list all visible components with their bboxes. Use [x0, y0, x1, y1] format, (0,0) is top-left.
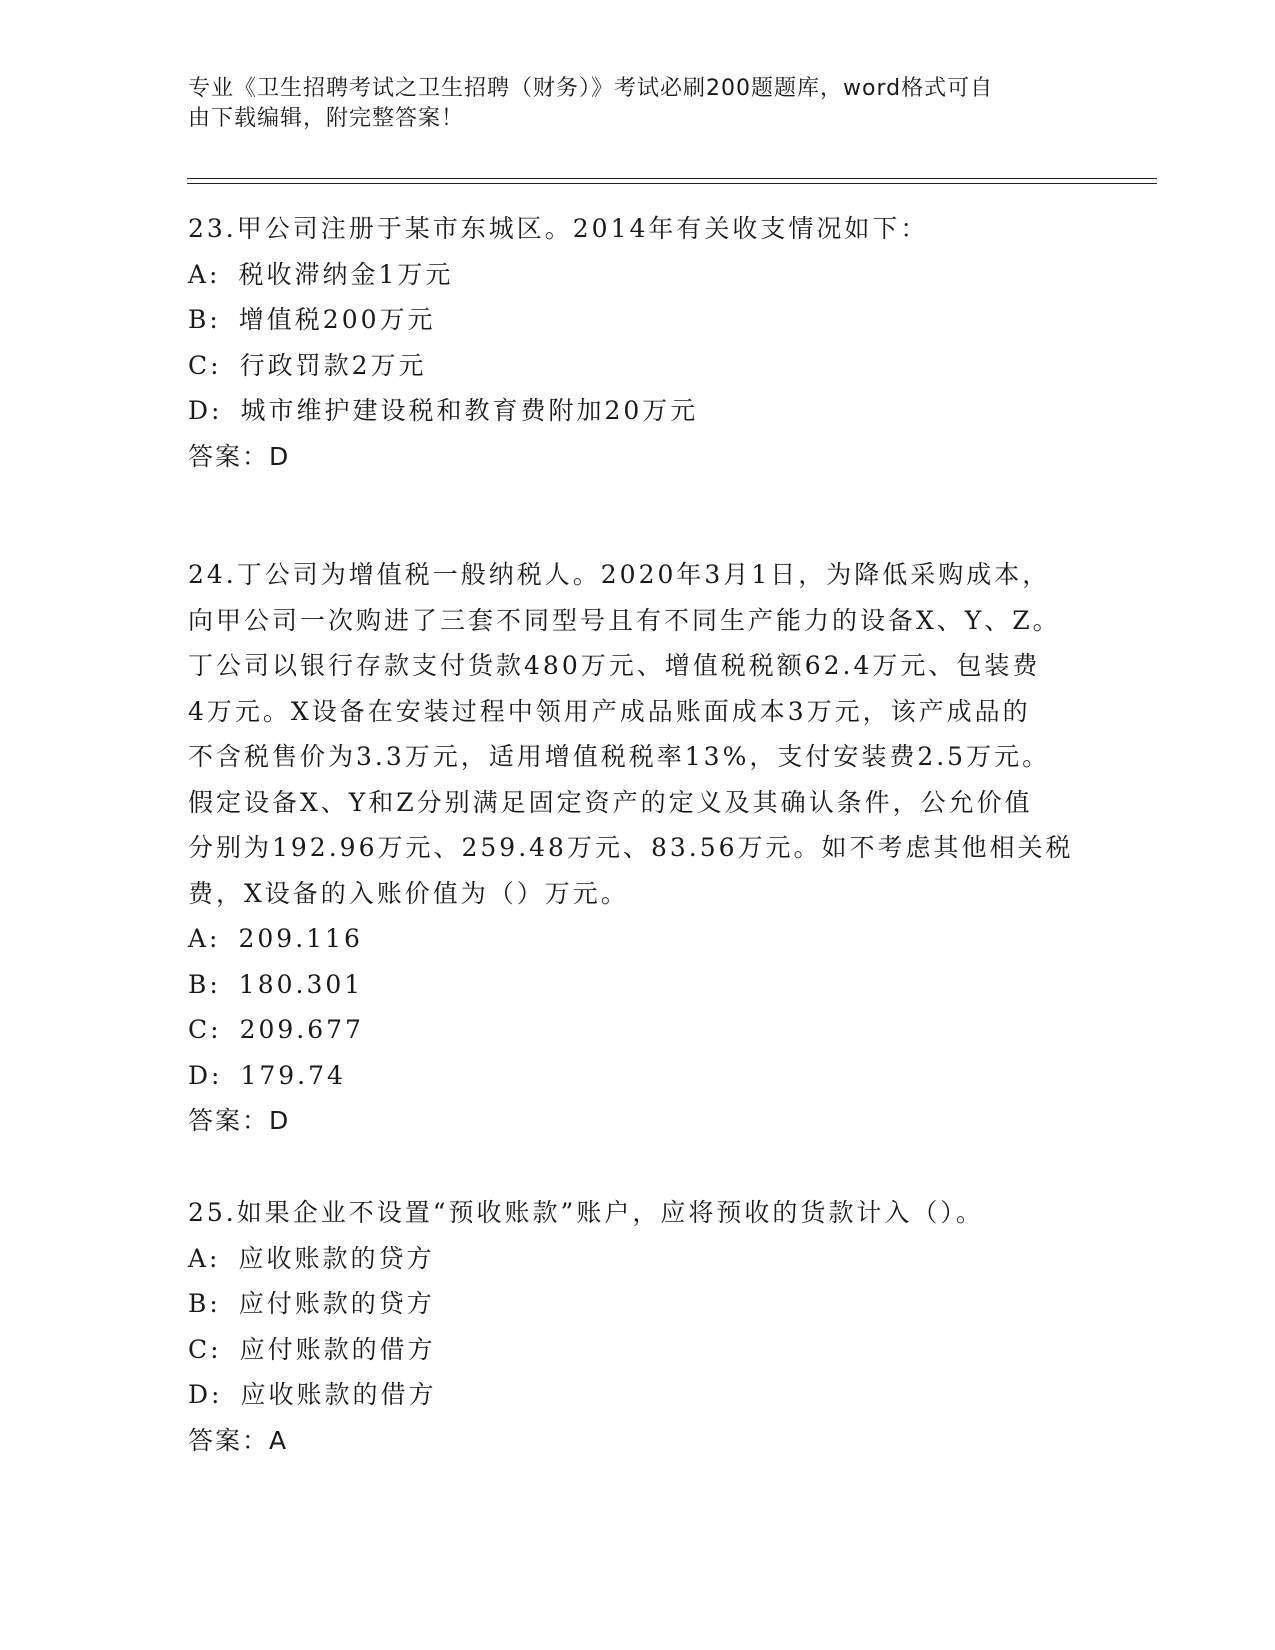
header-divider-bottom	[187, 183, 1157, 184]
question-25	[188, 1190, 1088, 1463]
question-stem-line: 向甲公司一次购进了三套不同型号且有不同生产能力的设备X、Y、Z。	[188, 605, 1061, 635]
option-b	[188, 1281, 1088, 1327]
option-text: 180.301	[238, 969, 364, 999]
option-text: 应付账款的借方	[239, 1334, 436, 1364]
option-text: 城市维护建设税和教育费附加20万元	[240, 396, 699, 425]
option-letter: C:	[188, 1334, 222, 1364]
option-letter: A:	[188, 1243, 221, 1273]
option-text: 税收滞纳金1万元	[238, 259, 454, 289]
question-stem-line: 4万元。X设备在安装过程中领用产成品账面成本3万元，该产成品的	[188, 696, 1031, 726]
question-stem-line: 不含税售价为3.3万元，适用增值税税率13%，支付安装费2.5万元。	[188, 742, 1051, 771]
option-c	[188, 343, 1088, 389]
question-stem: 25.如果企业不设置“预收账款”账户，应将预收的货款计入（）。	[188, 1198, 984, 1227]
option-letter: B:	[188, 305, 221, 334]
option-text: 行政罚款2万元	[239, 350, 427, 380]
option-text: 应收账款的贷方	[238, 1243, 435, 1273]
option-d	[188, 1372, 1088, 1418]
option-text: 应收账款的借方	[240, 1380, 437, 1409]
question-stem-line: 费，X设备的入账价值为（）万元。	[188, 878, 629, 908]
answer-line: 答案：D	[188, 1106, 291, 1135]
option-letter: A:	[188, 259, 221, 289]
document-header	[188, 74, 1068, 134]
option-letter: B:	[188, 969, 221, 999]
question-stem-line: 分别为192.96万元、259.48万元、83.56万元。如不考虑其他相关税	[188, 833, 1074, 862]
question-24	[188, 552, 1088, 1144]
question-23	[188, 206, 1088, 479]
option-letter: D:	[188, 1380, 223, 1409]
header-divider-top	[187, 178, 1157, 179]
option-a	[188, 1236, 1088, 1282]
question-stem-line: 丁公司以银行存款支付货款480万元、增值税税额62.4万元、包装费	[188, 651, 1041, 680]
header-line-2: 由下载编辑，附完整答案！	[188, 106, 465, 131]
option-a	[188, 916, 1088, 962]
option-b	[188, 962, 1088, 1008]
question-stem-line: 假定设备X、Y和Z分别满足固定资产的定义及其确认条件，公允价值	[188, 787, 1033, 817]
option-d	[188, 388, 1088, 434]
option-text: 179.74	[240, 1060, 346, 1090]
option-a	[188, 252, 1088, 298]
option-text: 209.116	[238, 924, 363, 953]
question-stem-line: 24.丁公司为增值税一般纳税人。2020年3月1日，为降低采购成本，	[188, 560, 1051, 589]
option-letter: D:	[188, 396, 223, 425]
option-letter: C:	[188, 350, 222, 380]
option-letter: A:	[188, 924, 221, 953]
option-text: 应付账款的贷方	[238, 1289, 435, 1318]
option-d	[188, 1053, 1088, 1099]
question-stem: 23.甲公司注册于某市东城区。2014年有关收支情况如下：	[188, 214, 929, 243]
option-letter: D:	[188, 1060, 223, 1090]
header-line-1: 专业《卫生招聘考试之卫生招聘（财务）》考试必刷200题题库，word格式可自	[188, 76, 994, 101]
option-text: 209.677	[239, 1015, 364, 1044]
option-c	[188, 1327, 1088, 1373]
option-b	[188, 297, 1088, 343]
option-letter: B:	[188, 1289, 221, 1318]
option-text: 增值税200万元	[238, 305, 436, 334]
answer-line: 答案：D	[188, 441, 291, 471]
option-c	[188, 1007, 1088, 1053]
answer-line: 答案：A	[188, 1425, 289, 1455]
option-letter: C:	[188, 1015, 222, 1044]
